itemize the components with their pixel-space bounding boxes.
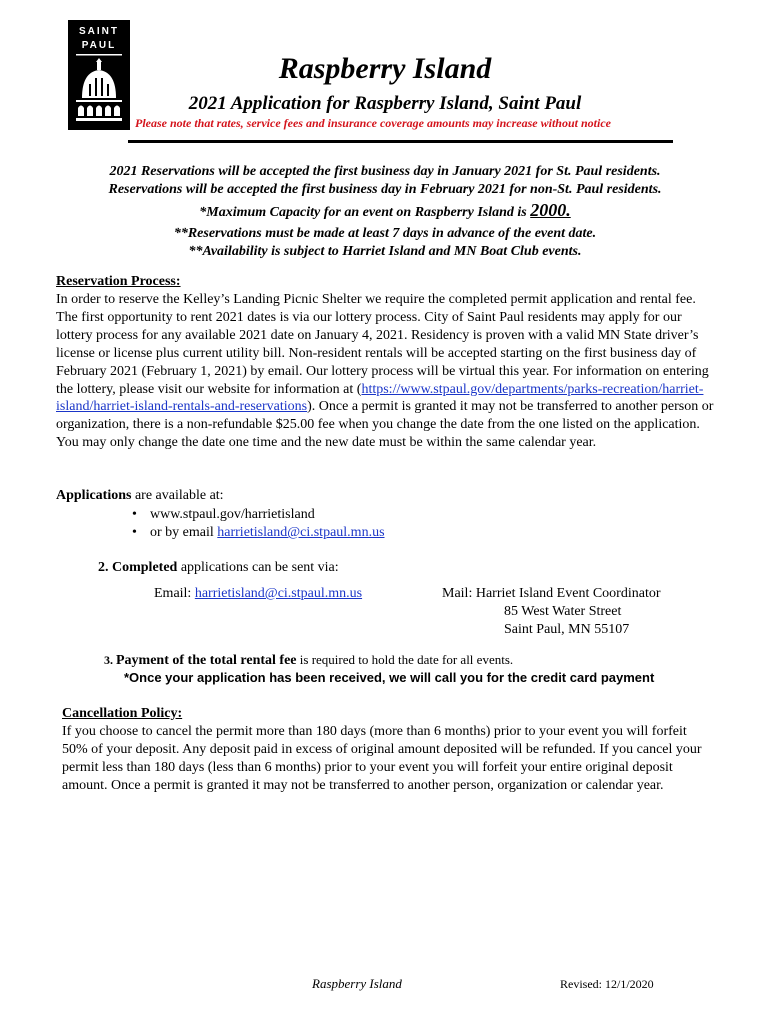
reservation-line-nonresidents: Reservations will be accepted the first business day in February 2021 for non-St. Paul residents.: [108, 182, 662, 197]
reservation-line-residents: 2021 Reservations will be accepted the first business day in January 2021 for St. Paul residents.: [109, 164, 661, 179]
capacity-value: 2000.: [530, 200, 571, 220]
rentals-link[interactable]: https://www.stpaul.gov/departments/parks-recreation/harriet-island/harriet-island-rentals-and-reservations: [56, 381, 704, 415]
website-text: www.stpaul.gov/harrietisland: [150, 507, 315, 522]
cancellation-heading: Cancellation Policy:: [62, 706, 183, 721]
applications-list: [130, 506, 385, 542]
payment-number: 3.: [104, 653, 116, 667]
cancellation-text: If you choose to cancel the permit more than 180 days (more than 6 months) prior to your event you will forfeit 50% of your deposit. Any deposit paid in excess of original amount deposited will be refunded. If you cancel your permit less than 180 days (less than 6 months) prior to your event you will forfeit your entire original deposit amount. Once a permit is granted it may not be transferred to another person, organization or calendar year.: [62, 724, 702, 793]
rate-notice: Please note that rates, service fees and insurance coverage amounts may increase without notice: [135, 116, 611, 130]
page-subtitle: 2021 Application for Raspberry Island, Saint Paul: [188, 93, 582, 114]
completed-number: 2.: [98, 560, 112, 575]
logo-bottom-text: PAUL: [81, 40, 117, 51]
header-divider: [128, 140, 673, 143]
email-prefix: or by email: [150, 525, 218, 540]
revised-date: Revised: 12/1/2020: [560, 977, 654, 991]
payment-rest: is required to hold the date for all events.: [296, 652, 514, 667]
capacity-label: *Maximum Capacity for an event on Raspberry Island is: [199, 205, 527, 220]
payment-note: *Once your application has been received, we will call you for the credit card payment: [124, 670, 655, 685]
advance-notice-line: **Reservations must be made at least 7 days in advance of the event date.: [173, 226, 597, 241]
reservation-process-heading: Reservation Process:: [56, 274, 181, 289]
applications-label: [56, 488, 224, 504]
list-item: [130, 524, 385, 542]
logo-top-text: SAINT: [79, 26, 119, 37]
page-title: Raspberry Island: [278, 52, 492, 85]
payment-line: [104, 652, 513, 669]
list-item: [130, 506, 385, 524]
reservation-process-text: [56, 291, 716, 452]
applications-label-rest: are available at:: [131, 488, 224, 503]
completed-line: [98, 560, 339, 576]
mail-line-3: Saint Paul, MN 55107: [504, 622, 630, 637]
email-label: Email:: [154, 586, 195, 601]
email-contact: [154, 586, 362, 602]
footer-title: Raspberry Island: [312, 976, 402, 991]
completed-rest: applications can be sent via:: [177, 560, 339, 575]
availability-line: **Availability is subject to Harriet Island and MN Boat Club events.: [188, 244, 582, 259]
mail-line-1: Mail: Harriet Island Event Coordinator: [442, 586, 661, 601]
application-email-link[interactable]: harrietisland@ci.stpaul.mn.us: [217, 525, 385, 540]
payment-bold: Payment of the total rental fee: [116, 653, 297, 668]
applications-label-bold: Applications: [56, 488, 132, 503]
completed-bold: Completed: [112, 560, 178, 575]
process-text-part1: In order to reserve the Kelley’s Landing Picnic Shelter we require the completed permit application and rental fee. The first opportunity to rent 2021 dates is via our lottery process. City of Saint Paul residents may apply for our lottery process for any available 2021 date on January 4, 2021. Residency is proven with a valid MN State driver’s license or license plus current utility bill. Non-resident rentals will be accepted starting on the first business day of February 2021 (February 1, 2021) by email. Our lottery process will be virtual this year. For information on entering the lottery, please visit our website for information at (: [56, 292, 709, 397]
process-text-part2: ). Once a permit is granted it may not be transferred to another person or organization, there is a non-refundable $25.00 fee when you change the date from the one listed on the application. You may only change the date one time and the new date must be within the same calendar year.: [56, 399, 714, 451]
completed-email-link[interactable]: harrietisland@ci.stpaul.mn.us: [194, 586, 363, 601]
capacity-line: [0, 200, 770, 221]
mail-line-2: 85 West Water Street: [504, 604, 622, 619]
